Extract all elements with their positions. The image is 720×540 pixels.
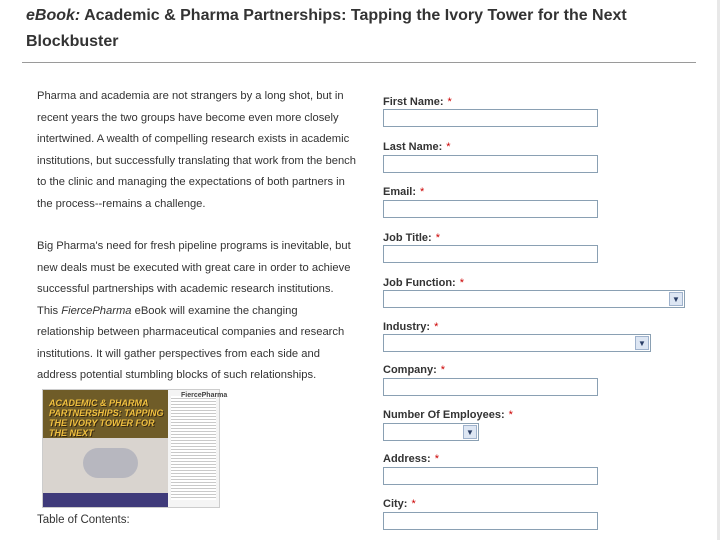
company-field[interactable]	[383, 378, 598, 396]
cover-logo: FiercePharma	[181, 392, 228, 399]
job-function-select[interactable]	[383, 290, 685, 308]
table-of-contents-heading: Table of Contents:	[37, 514, 130, 526]
address-field[interactable]	[383, 467, 598, 485]
first-name-field[interactable]	[383, 109, 598, 127]
job-title-field[interactable]	[383, 245, 598, 263]
email-field[interactable]	[383, 200, 598, 218]
employees-select[interactable]	[383, 423, 479, 441]
title-prefix: eBook:	[26, 7, 81, 24]
title-text: Academic & Pharma Partnerships: Tapping the Ivory Tower for the Next Blockbuster	[26, 7, 627, 50]
address-label: Address: *	[383, 453, 439, 465]
page-title	[26, 3, 686, 55]
industry-label: Industry: *	[383, 321, 439, 333]
intro-paragraph-1: Pharma and academia are not strangers by a long shot, but in recent years the two groups have become even more closely intertwined. A wealth of compelling research exists in academic institutions, but successfully translating that work from the bench to the clinic and managing the expectations of both partners in the process--remains a challenge.	[37, 90, 356, 210]
chevron-down-icon[interactable]: ▼	[635, 336, 649, 350]
intro-text	[37, 86, 357, 408]
city-field[interactable]	[383, 512, 598, 530]
company-label: Company: *	[383, 364, 446, 376]
first-name-label: First Name: *	[383, 96, 452, 108]
last-name-field[interactable]	[383, 155, 598, 173]
email-label: Email: *	[383, 186, 425, 198]
cover-headline: ACADEMIC & PHARMA PARTNERSHIPS: TAPPING THE IVORY TOWER FOR THE NEXT	[49, 398, 164, 438]
last-name-label: Last Name: *	[383, 141, 451, 153]
intro-paragraph-2: Big Pharma's need for fresh pipeline programs is inevitable, but new deals must be executed with great care in order to achieve successful partnerships with academic research institutions. This FiercePharma eBook will examine the changing relationship between pharmaceutical companies and research institutions. It will gather perspectives from each side and address potential stumbling blocks of such relationships.	[37, 240, 351, 381]
chevron-down-icon[interactable]: ▼	[463, 425, 477, 439]
city-label: City: *	[383, 498, 416, 510]
chevron-down-icon[interactable]: ▼	[669, 292, 683, 306]
industry-select[interactable]	[383, 334, 651, 352]
job-function-label: Job Function: *	[383, 277, 464, 289]
ebook-cover-image	[42, 389, 228, 508]
job-title-label: Job Title: *	[383, 232, 440, 244]
employees-label: Number Of Employees: *	[383, 409, 513, 421]
divider	[22, 62, 696, 63]
